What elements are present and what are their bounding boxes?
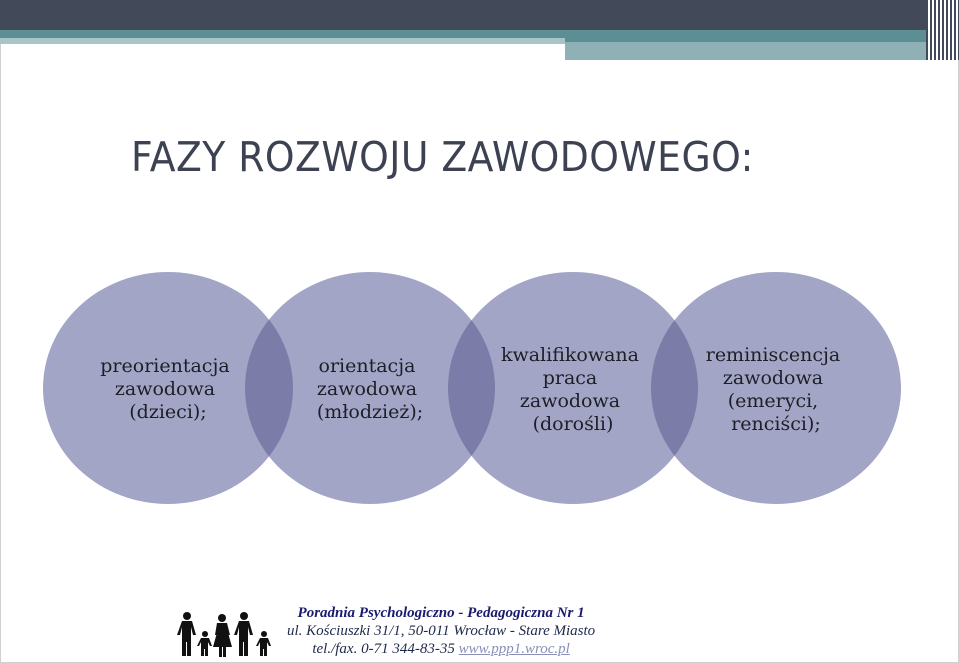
footer-phone-line — [287, 640, 595, 658]
phase-label-2 — [317, 355, 423, 423]
phase-line: praca — [542, 367, 598, 389]
footer-contact — [287, 604, 595, 658]
footer-address: ul. Kościuszki 31/1, 50-011 Wrocław - Stare Miasto — [287, 623, 596, 639]
footer-org-name: Poradnia Psychologiczno - Pedagogiczna Nr 1 — [297, 605, 585, 621]
phase-line: (emeryci, — [727, 390, 819, 412]
phase-line: zawodowa — [114, 378, 216, 400]
phase-line: reminiscencja — [705, 344, 841, 366]
phase-line: zawodowa — [722, 367, 824, 389]
phase-line: (młodzież); — [316, 401, 424, 423]
phase-line: zawodowa — [316, 378, 418, 400]
phase-line: renciści); — [731, 413, 821, 435]
phase-line: orientacja — [318, 355, 416, 377]
phase-line: kwalifikowana — [500, 344, 639, 366]
family-logo-icon — [172, 610, 274, 658]
phase-line: preorientacja — [100, 355, 230, 377]
slide-title: FAZY ROZWOJU ZAWODOWEGO: — [131, 133, 754, 181]
phase-line: (dzieci); — [129, 401, 207, 423]
phase-line: (dorośli) — [532, 413, 614, 435]
footer-phone: tel./fax. 0-71 344-83-35 — [312, 641, 455, 657]
phase-line: zawodowa — [519, 390, 621, 412]
footer-website-link[interactable]: www.ppp1.wroc.pl — [458, 641, 570, 657]
